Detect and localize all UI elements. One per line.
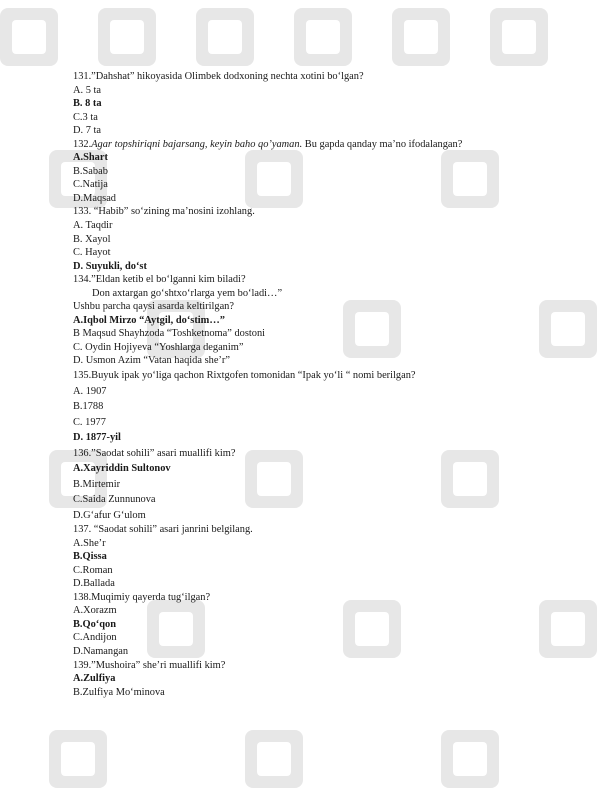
question-text: 136.”Saodat sohili” asari muallifi kim? (73, 447, 236, 459)
answer-option: B.Qo‘qon (73, 618, 117, 630)
answer-option: B. Xayol (73, 233, 111, 245)
answer-option: A.Xayriddin Sultonov (73, 463, 171, 475)
answer-option: A.Iqbol Mirzo “Aytgil, do‘stim…” (73, 314, 225, 326)
question-number: 132. (73, 138, 92, 150)
answer-option: B Maqsud Shayhzoda “Toshketnoma” dostoni (73, 328, 266, 340)
answer-option: D.Namangan (73, 645, 129, 657)
answer-option: B.Mirtemir (73, 478, 121, 490)
question-text: 133. “Habib” so‘zining ma’nosini izohlang. (73, 206, 255, 218)
answer-option: C.Andijon (73, 632, 117, 644)
example-sentence: Agar topshiriqni bajarsang, keyin baho qo’yaman. (91, 138, 303, 150)
answer-option: D. Usmon Azim “Vatan haqida she’r” (73, 355, 230, 367)
answer-option: D.Ballada (73, 578, 115, 590)
question-text: 131.”Dahshat” hikoyasida Olimbek dodxoning nechta xotini bo‘lgan? (73, 71, 364, 82)
answer-option: B.Sabab (73, 165, 108, 177)
answer-option: C. 1977 (73, 416, 106, 428)
question-text: 135.Buyuk ipak yo‘liga qachon Rixtgofen tomonidan “Ipak yo‘li “ nomi berilgan? (73, 370, 416, 382)
answer-option: A.She’r (73, 537, 106, 549)
answer-option: A.Shart (73, 152, 108, 164)
question-text: 134.”Eldan ketib el bo‘lganni kim biladi? (73, 274, 246, 286)
answer-option: A. 1907 (73, 385, 107, 397)
answer-option: B.Qissa (73, 551, 107, 563)
answer-option: D. 1877-yil (73, 432, 121, 444)
question-prompt: Bu gapda qanday ma’no ifodalangan? (302, 138, 463, 150)
question-text: Ushbu parcha qaysi asarda keltirilgan? (73, 301, 234, 313)
answer-option: A. 5 ta (73, 84, 101, 96)
answer-option: C.Natija (73, 179, 108, 191)
answer-option: C. Hayot (73, 247, 111, 259)
question-text: 138.Muqimiy qayerda tug‘ilgan? (73, 591, 211, 603)
answer-option: B.Zulfiya Mo‘minova (73, 686, 165, 698)
question-text (73, 138, 593, 152)
answer-option: C. Oydin Hojiyeva “Yoshlarga deganim” (73, 341, 244, 353)
answer-option: D.Maqsad (73, 192, 116, 204)
answer-option: B. 8 ta (73, 98, 102, 110)
question-list (73, 70, 593, 699)
answer-option: A. Taqdir (73, 220, 113, 232)
question-text: 139.”Mushoira” she’ri muallifi kim? (73, 659, 226, 671)
answer-option: A.Xorazm (73, 605, 117, 617)
answer-option: C.Saida Zunnunova (73, 494, 156, 506)
question-text: 137. “Saodat sohili” asari janrini belgilang. (73, 524, 253, 536)
answer-option: C.Roman (73, 564, 113, 576)
answer-option: D. 7 ta (73, 125, 101, 137)
question-text: Don axtargan go‘shtxo‘rlarga yem bo‘ladi…” (92, 287, 283, 299)
answer-option: C.3 ta (73, 111, 98, 123)
answer-option: B.1788 (73, 401, 104, 413)
answer-option: D. Suyukli, do‘st (73, 260, 147, 272)
answer-option: A.Zulfiya (73, 673, 116, 685)
answer-option: D.G‘afur G‘ulom (73, 509, 146, 521)
